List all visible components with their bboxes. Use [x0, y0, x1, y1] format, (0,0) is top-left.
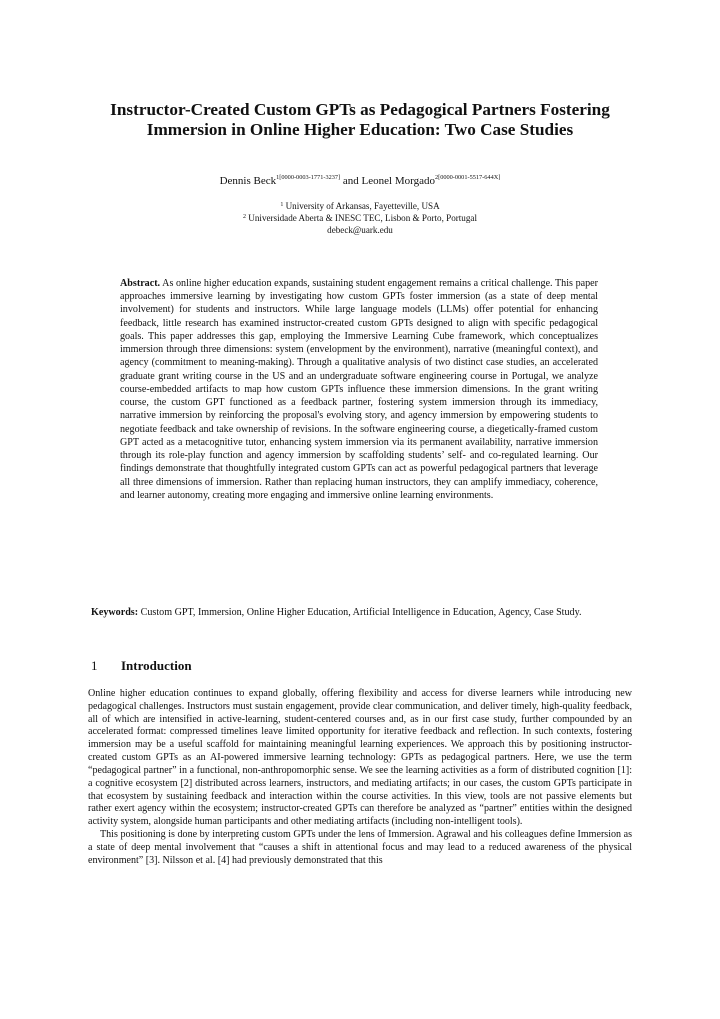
- section-number: 1: [91, 658, 98, 673]
- paper-title: Instructor-Created Custom GPTs as Pedagogical Partners Fostering Immersion in Online Higher Education: Two Case Studies: [110, 100, 610, 139]
- section-heading: [91, 658, 192, 674]
- author-orcid: 2[0000-0001-5517-644X]: [434, 174, 501, 181]
- abstract-text: As online higher education expands, sustaining student engagement remains a critical challenge. This paper approaches immersive learning by investigating how custom GPTs foster immersion (as a state of deep mental involvement) for students and instructors. While large language models (LLMs) offer potential for enhancing feedback, little research has examined instructor-created custom GPTs designed to align with specific pedagogical goals. This paper addresses this gap, employing the Immersive Learning Cube framework, which conceptualizes immersion through three dimensions: system (envelopment by the environment), narrative (meaningful context), and agency (commitment to meaning-making). Through a qualitative analysis of two distinct case studies, an accelerated graduate grant writing course in the US and an undergraduate software engineering course in Portugal, we analyze course-embedded artifacts to map how custom GPTs influence these immersion dimensions. In the grant writing course, the custom GPT functioned as a feedback partner, fostering system immersion through its immediacy, narrative immersion by reinforcing the proposal's evolving story, and agency immersion by empowering students to negotiate feedback and take ownership of revisions. In the software engineering course, a diegetically-framed custom GPT acted as a metacognitive tutor, enhancing system immersion via its permanent availability, narrative immersion through its role-play function and agency immersion by scaffolding students’ self- and co-regulated learning. Our findings demonstrate that thoughtfully integrated custom GPTs can act as powerful pedagogical partners that leverage all three dimensions of immersion. Rather than replacing human instructors, they can amplify immediacy, coherence, and learner autonomy, creating more engaging and immersive online learning environments.: [120, 278, 599, 501]
- abstract-label: Abstract.: [120, 278, 161, 289]
- abstract: [120, 277, 598, 502]
- contact-email: debeck@uark.edu: [327, 224, 393, 235]
- keywords: [91, 606, 621, 619]
- affiliation-text: Universidade Aberta & INESC TEC, Lisbon & Porto, Portugal: [248, 213, 477, 224]
- keywords-text: Custom GPT, Immersion, Online Higher Education, Artificial Intelligence in Education, Agency, Case Study.: [140, 607, 582, 618]
- body-paragraph: Online higher education continues to expand globally, offering flexibility and access for diverse learners while introducing new pedagogical challenges. Instructors must sustain engagement, provide clear communication, and deliver timely, high-quality feedback, all of which are intensified in active-learning, student-centered courses and, as in our first case study, further compounded by an accelerated format: compressed timelines leave limited opportunity for iterative feedback and reflection. In such contexts, fostering immersion may be a useful scaffold for maintaining meaningful learning experiences. We approach this by positioning instructor-created custom GPTs as an AI-powered immersive learning technology: GPTs as pedagogical partners. Here, we use the term “pedagogical partner” in a functional, non-anthropomorphic sense. We see the learning activities as a form of distributed cognition [1]: a cognitive ecosystem [2] distributed across learners, instructors, and mediating artifacts; in our cases, the custom GPTs participate in that ecosystem by sustaining feedback and interaction within the course activities. In this view, tools are not passive elements but rather exert agency within the ecosystem; instructor-created GPTs can therefore be analyzed as “partner” entities within the designed activity system, alongside human participants and other mediating artifacts (including non-intelligent tools).: [88, 688, 632, 828]
- affiliation-1: [80, 200, 640, 212]
- affiliation-2: [80, 212, 640, 224]
- author-line: [80, 174, 640, 187]
- author-name: Leonel Morgado: [361, 175, 435, 187]
- keywords-label: Keywords:: [91, 607, 139, 618]
- body-text: [88, 688, 632, 867]
- body-paragraph: This positioning is done by interpreting custom GPTs under the lens of Immersion. Agrawal and his colleagues define Immersion as a state of deep mental involvement that “causes a shift in attentional focus and may lead to a reduced awareness of the physical environment” [3]. Nilsson et al. [4] had previously demonstrated that this: [88, 828, 632, 866]
- affiliation-marker: 1: [280, 202, 284, 208]
- affiliation-text: University of Arkansas, Fayetteville, USA: [285, 201, 440, 211]
- author-connector: and: [340, 175, 362, 187]
- affiliation-marker: 2: [243, 214, 247, 221]
- affiliations: [80, 200, 640, 236]
- section-title: Introduction: [121, 658, 192, 673]
- author-orcid: 1[0000-0003-1771-3237]: [276, 174, 341, 181]
- author-name: Dennis Beck: [219, 175, 277, 187]
